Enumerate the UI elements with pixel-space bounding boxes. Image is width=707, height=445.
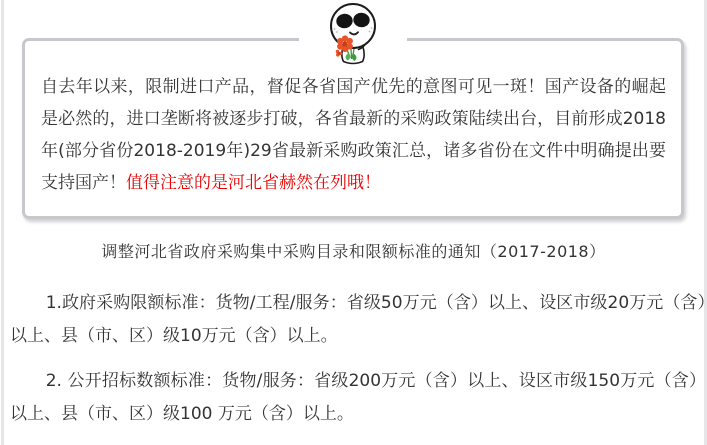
paragraph-procurement-quota: 1.政府采购限额标准：货物/工程/服务：省级50万元（含）以上、设区市级20万元（含）以上、县（市、区）级10万元（含）以上。 bbox=[10, 293, 706, 346]
paragraph-bidding-threshold: 2. 公开招标数额标准：货物/服务：省级200万元（含）以上、设区市级150万元（含）以上、县（市、区）级100 万元（含）以上。 bbox=[10, 371, 706, 424]
cute-face-flower-icon bbox=[299, 1, 407, 67]
cute-face-flower-icon-svg bbox=[317, 2, 389, 66]
notice-highlight-text: 值得注意的是河北省赫然在列哦！ bbox=[126, 173, 381, 193]
article-title: 调整河北省政府采购集中采购目录和限额标准的通知（2017-2018） bbox=[101, 242, 606, 261]
notice-main-text: 自去年以来，限制进口产品，督促各省国产优先的意图可见一斑！国产设备的崛起是必然的，进口垄断将被逐步打破，各省最新的采购政策陆续出台，目前形成2018年(部分省份2018-2019年)29省最新采购政策汇总，诸多省份在文件中明确提出要支持国产！ bbox=[41, 77, 666, 193]
notice-box bbox=[22, 38, 684, 219]
page-left-edge bbox=[1, 0, 4, 445]
